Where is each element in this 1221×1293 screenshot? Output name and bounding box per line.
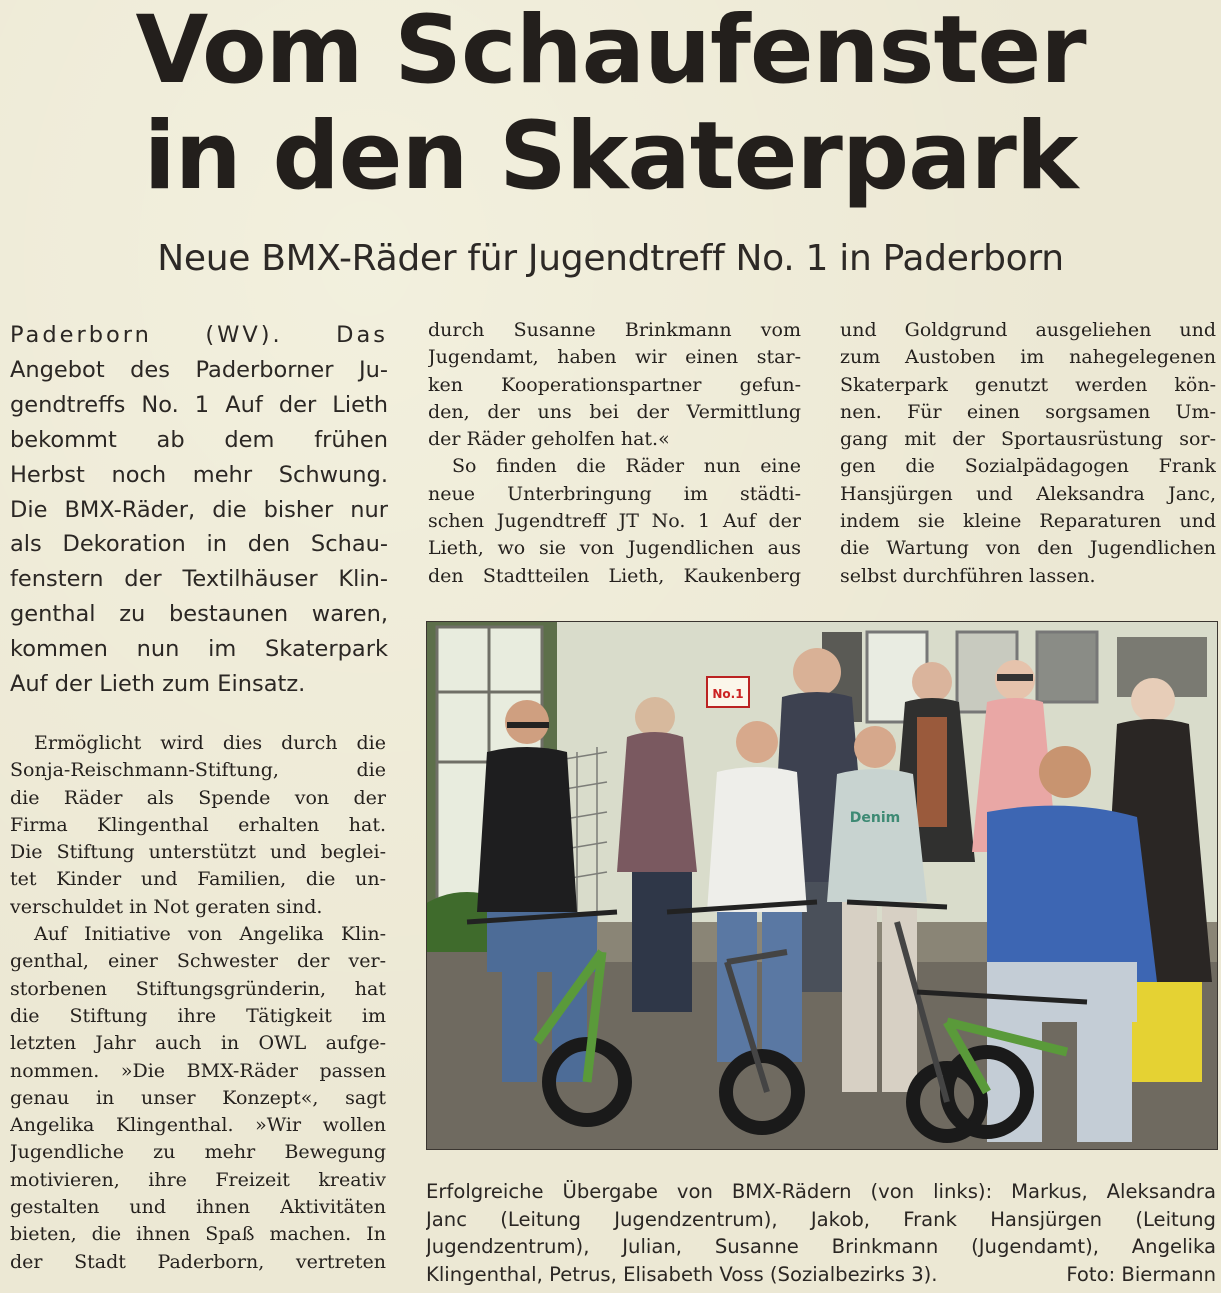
photo-caption [426, 1178, 1216, 1288]
body-line: den Stadtteilen Lieth, Kaukenberg [428, 564, 801, 587]
lead-line: gendtreffs No. 1 Auf der Lieth [10, 391, 388, 418]
person-front-3 [827, 726, 927, 1092]
body-line: die Stiftung ihre Tätigkeit im [10, 1004, 386, 1027]
body-line: motivieren, ihre Freizeit kreativ [10, 1168, 386, 1191]
lead-line: bekommt ab dem frühen [10, 426, 388, 453]
body-line: Hansjürgen und Aleksandra Janc, [840, 482, 1216, 505]
article-column-2 [428, 317, 801, 590]
lead-line: Paderborn (WV). Das [10, 322, 388, 348]
body-line: durch Susanne Brinkmann vom [428, 319, 801, 341]
lead-line: Herbst noch mehr Schwung. [10, 461, 388, 488]
body-line: die Räder als Spende von der [10, 786, 386, 809]
lead-line: Auf der Lieth zum Einsatz. [10, 671, 306, 698]
lead-paragraph [10, 318, 388, 702]
article-column-3 [840, 317, 1216, 590]
body-line: storbenen Stiftungsgründerin, hat [10, 977, 386, 1000]
lead-line: genthal zu bestaunen waren, [10, 601, 388, 628]
body-line: die Wartung von den Jugendlichen [840, 537, 1216, 560]
photo-credit: Foto: Biermann [1066, 1262, 1216, 1286]
body-line: indem sie kleine Reparaturen und [840, 510, 1216, 533]
lead-line: fenstern der Textilhäuser Klin- [10, 566, 388, 593]
body-line: letzten Jahr auch in OWL aufge- [10, 1032, 386, 1055]
lead-line: Die BMX-Räder, die bisher nur [10, 496, 388, 523]
body-line: ken Kooperationspartner gefun- [428, 373, 801, 396]
body-line: verschuldet in Not geraten sind. [10, 895, 323, 918]
caption-line: Erfolgreiche Übergabe von BMX-Rädern (von links): Markus, Aleksandra [426, 1180, 1216, 1203]
group-photo-illustration [427, 622, 1217, 1149]
body-line: genau in unser Konzept«, sagt [10, 1086, 386, 1109]
body-line: Jugendamt, haben wir einen star- [428, 346, 801, 369]
body-line: Firma Klingenthal erhalten hat. [10, 813, 386, 836]
body-line: nommen. »Die BMX-Räder passen [10, 1059, 386, 1082]
body-line: gen die Sozialpädagogen Frank [840, 455, 1216, 478]
lead-line: Angebot des Paderborner Ju- [10, 356, 388, 383]
caption-line: Klingenthal, Petrus, Elisabeth Voss (Sozialbezirks 3). [426, 1262, 938, 1286]
body-line: Jugendliche zu mehr Bewegung [10, 1141, 386, 1164]
body-line: gestalten und ihnen Aktivitäten [10, 1196, 386, 1219]
body-line: tet Kinder und Familien, die un- [10, 868, 386, 891]
body-line: So finden die Räder nun eine [452, 455, 801, 478]
body-line: Ermöglicht wird dies durch die [34, 732, 386, 754]
body-line: Die Stiftung unterstützt und beglei- [10, 841, 386, 864]
lead-line: kommen nun im Skaterpark [10, 636, 388, 663]
body-line: Lieth, wo sie von Jugendlichen aus [428, 537, 801, 560]
body-line: gang mit der Sportausrüstung sor- [840, 428, 1216, 451]
person-front-2 [707, 721, 807, 1062]
body-line: Skaterpark genutzt werden kön- [840, 373, 1216, 396]
body-line: Sonja-Reischmann-Stiftung, die [10, 759, 386, 782]
body-line: der Räder geholfen hat.« [428, 428, 670, 451]
body-line: genthal, einer Schwester der ver- [10, 950, 386, 973]
body-line: zum Austoben im nahegelegenen [840, 346, 1216, 369]
body-line: schen Jugendtreff JT No. 1 Auf der [428, 510, 801, 533]
body-line: nen. Für einen sorgsamen Um- [840, 400, 1216, 423]
body-line: bieten, die ihnen Spaß machen. In [10, 1223, 386, 1246]
subtitle: Neue BMX-Räder für Jugendtreff No. 1 in Paderborn [157, 238, 1064, 279]
article-column-1 [10, 730, 386, 1276]
body-line: den, der uns bei der Vermittlung [428, 400, 801, 423]
body-line: der Stadt Paderborn, vertreten [10, 1250, 386, 1273]
body-line: neue Unterbringung im städti- [428, 482, 801, 505]
article-photo [426, 621, 1218, 1150]
body-line: Auf Initiative von Angelika Klin- [34, 923, 386, 946]
body-line: selbst durchführen lassen. [840, 564, 1096, 587]
headline-line-2: in den Skaterpark [143, 102, 1078, 211]
body-line: Angelika Klingenthal. »Wir wollen [10, 1114, 386, 1137]
shirt-print: Denim [849, 810, 901, 826]
headline-line-1: Vom Schaufenster [135, 0, 1086, 105]
lead-line: als Dekoration in den Schau- [10, 531, 388, 558]
caption-last-line [426, 1261, 1216, 1289]
caption-line: Janc (Leitung Jugendzentrum), Jakob, Frank Hansjürgen (Leitung [426, 1207, 1216, 1231]
body-line: und Goldgrund ausgeliehen und [840, 319, 1216, 341]
sign-text: No.1 [712, 687, 744, 701]
caption-line: Jugendzentrum), Julian, Susanne Brinkmann (Jugendamt), Angelika [426, 1235, 1216, 1259]
